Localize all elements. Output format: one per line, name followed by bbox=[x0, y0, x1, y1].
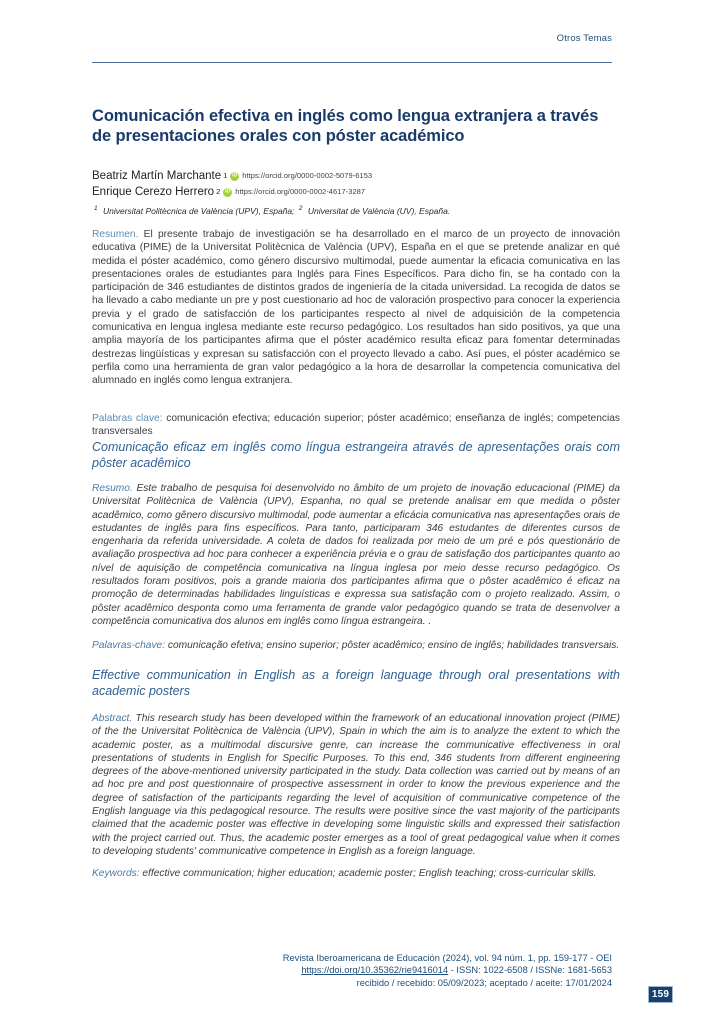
abstract-spanish-label: Resumen. bbox=[92, 229, 139, 240]
abstract-english-paragraph bbox=[92, 712, 620, 858]
abstract-spanish-text: El presente trabajo de investigación se ha desarrollado en el marco de un proyecto de innovación educativa (PIME) de la Universitat Politècnica de València (UPV), España en el que se pretende analizar en qué medida el póster académico, como género discursivo multimodal, puede aumentar la eficacia comunicativa en las presentaciones orales de estudiantes para Inglés para Fines Específicos. Para dicho fin, se ha contado con la participación de 346 estudiantes de distintos grados de ingeniería de la citada universidad. La recogida de datos se ha llevado a cabo mediante un pre y post cuestionario ad hoc de valoración prospectivo para conocer la experiencia previa y el grado de satisfacción de los participantes respecto al nivel de adquisición de la competencia comunicativa en lengua inglesa mediante este recurso pedagógico. Los resultados han sido positivos, ya que una amplia mayoría de los participantes afirma que el póster académico resulta eficaz para fomentar determinadas destrezas lingüísticas y expresan su satisfacción con el proyecto llevado a cabo. Así pues, el póster académico se perfila como una herramienta de gran valor pedagógico a la hora de desarrollar la competencia comunicativa del alumnado en inglés como lengua extranjera. bbox=[92, 229, 620, 387]
running-head: Otros Temas bbox=[556, 33, 612, 44]
abstract-english-label: Abstract. bbox=[92, 713, 133, 724]
keywords-spanish-label: Palabras clave: bbox=[92, 413, 163, 424]
orcid-link[interactable]: https://orcid.org/0000-0002-4617-3287 bbox=[235, 187, 366, 196]
page-footer bbox=[92, 952, 612, 989]
abstract-portuguese bbox=[92, 482, 620, 628]
keywords-portuguese-label: Palavras-chave: bbox=[92, 640, 166, 651]
keywords-portuguese bbox=[92, 638, 620, 652]
author-name: Enrique Cerezo Herrero bbox=[92, 186, 215, 198]
footer-doi-line bbox=[92, 964, 612, 976]
footer-citation: Revista Iberoamericana de Educación (2024), vol. 94 núm. 1, pp. 159-177 - OEI bbox=[282, 953, 612, 963]
keywords-english bbox=[92, 866, 620, 880]
keywords-portuguese-paragraph bbox=[92, 639, 620, 652]
abstract-portuguese-title: Comunicação eficaz em inglês como língua estrangeira através de apresentações orais com pôster acadêmico bbox=[92, 440, 620, 470]
orcid-link[interactable]: https://orcid.org/0000-0002-5079-6153 bbox=[242, 171, 373, 180]
author-affiliation-marker: 2 bbox=[216, 187, 221, 196]
abstract-english-text: This research study has been developed within the framework of an educational innovation project (PIME) of the the Universitat Politècnica de València (UPV), Spain in which the aim is to analyze the extent to which the academic poster, as a multimodal discursive genre, can increase the communicative effectiveness in oral presentations of students in English for Specific Purposes. To this end, 346 students from different engineering degrees of the above-mentioned university participated in the study. Data collection was carried out by means of an ad hoc pre and post questionnaire of prospective assessment in order to know the previous experience and the degree of satisfaction of the participants regarding the level of acquisition of communicative competence of the English language via this pedagogical resource. The results were positive since the vast majority of the participants claimed that the academic poster was effective in developing some linguistic skills and expressed their satisfaction with the project carried out. Thus, the academic poster emerges as a tool of great pedagogical value when it comes to developing students' communicative competence in English as a foreign language. bbox=[92, 713, 620, 857]
author-name: Beatriz Martín Marchante bbox=[92, 170, 222, 182]
doi-link[interactable]: https://doi.org/10.35362/rie9416014 bbox=[301, 965, 449, 976]
affiliation-text-2: Universitat de València (UV), España. bbox=[305, 205, 451, 216]
footer-dates: recibido / recebido: 05/09/2023; aceptado / aceite: 17/01/2024 bbox=[356, 977, 612, 988]
keywords-english-paragraph bbox=[92, 867, 620, 880]
affiliation-text-1: Universitat Politècnica de València (UPV), España; bbox=[100, 205, 297, 216]
author-line bbox=[92, 184, 620, 200]
author-affiliation-marker: 1 bbox=[223, 171, 228, 180]
keywords-spanish bbox=[92, 411, 620, 439]
abstract-english-title: Effective communication in English as a foreign language through oral presentations with academic posters bbox=[92, 668, 620, 698]
affiliation-marker-2: 2 bbox=[298, 205, 303, 212]
authors-block bbox=[92, 168, 620, 217]
abstract-spanish-paragraph bbox=[92, 228, 620, 388]
page-title: Comunicación efectiva en inglés como lengua extranjera a través de presentaciones orales con póster académico bbox=[92, 107, 599, 145]
abstract-portuguese-paragraph bbox=[92, 482, 620, 628]
footer-issn: - ISSN: 1022-6508 / ISSNe: 1681-5653 bbox=[448, 965, 612, 976]
abstract-spanish bbox=[92, 228, 620, 388]
keywords-english-label: Keywords: bbox=[92, 868, 140, 879]
abstract-portuguese-text: Este trabalho de pesquisa foi desenvolvido no âmbito de um projeto de inovação educacional (PIME) da Universitat Politècnica de València (UPV), Espanha, no qual se pretende analisar em que medida o pôster acadêmico, como gênero discursivo multimodal, pode aumentar a eficácia comunicativa nas apresentações orais de estudantes de inglês para fins específicos. Para tanto, participaram 346 estudantes de diferentes cursos de engenharia da referida universidade. A coleta de dados foi realizada por meio de um pré e pós questionário de avaliação prospectiva ad hoc para conhecer a experiência prévia e o grau de satisfação dos participantes quanto ao nível de aquisição de competência comunicativa na língua inglesa por meio desse recurso pedagógico. Os resultados foram positivos, pois a grande maioria dos participantes afirma que o pôster acadêmico é eficaz na promoção de determinadas habilidades linguísticas e expressa sua satisfação com o projeto realizado. Assim, o pôster acadêmico desponta como uma ferramenta de grande valor pedagógico quando se trata de desenvolver a competência comunicativa dos alunos em inglês como língua estrangeira. . bbox=[92, 483, 620, 627]
abstract-english bbox=[92, 712, 620, 858]
orcid-icon[interactable] bbox=[230, 172, 239, 181]
section-title-english bbox=[92, 668, 620, 701]
keywords-spanish-paragraph bbox=[92, 412, 620, 439]
author-line bbox=[92, 168, 620, 184]
keywords-spanish-text: comunicación efectiva; educación superior; póster académico; enseñanza de inglés; competencias transversales bbox=[92, 413, 620, 438]
header-divider bbox=[92, 62, 612, 63]
affiliation-line bbox=[92, 203, 620, 217]
keywords-english-text: effective communication; higher education; academic poster; English teaching; cross-curricular skills. bbox=[139, 868, 597, 879]
abstract-portuguese-label: Resumo. bbox=[92, 483, 133, 494]
orcid-icon[interactable] bbox=[223, 188, 232, 197]
keywords-portuguese-text: comunicação efetiva; ensino superior; pôster acadêmico; ensino de inglês; habilidades transversais. bbox=[165, 640, 620, 651]
page-number-badge: 159 bbox=[648, 986, 673, 1003]
section-title-portuguese bbox=[92, 440, 620, 473]
affiliation-marker-1: 1 bbox=[94, 205, 98, 212]
